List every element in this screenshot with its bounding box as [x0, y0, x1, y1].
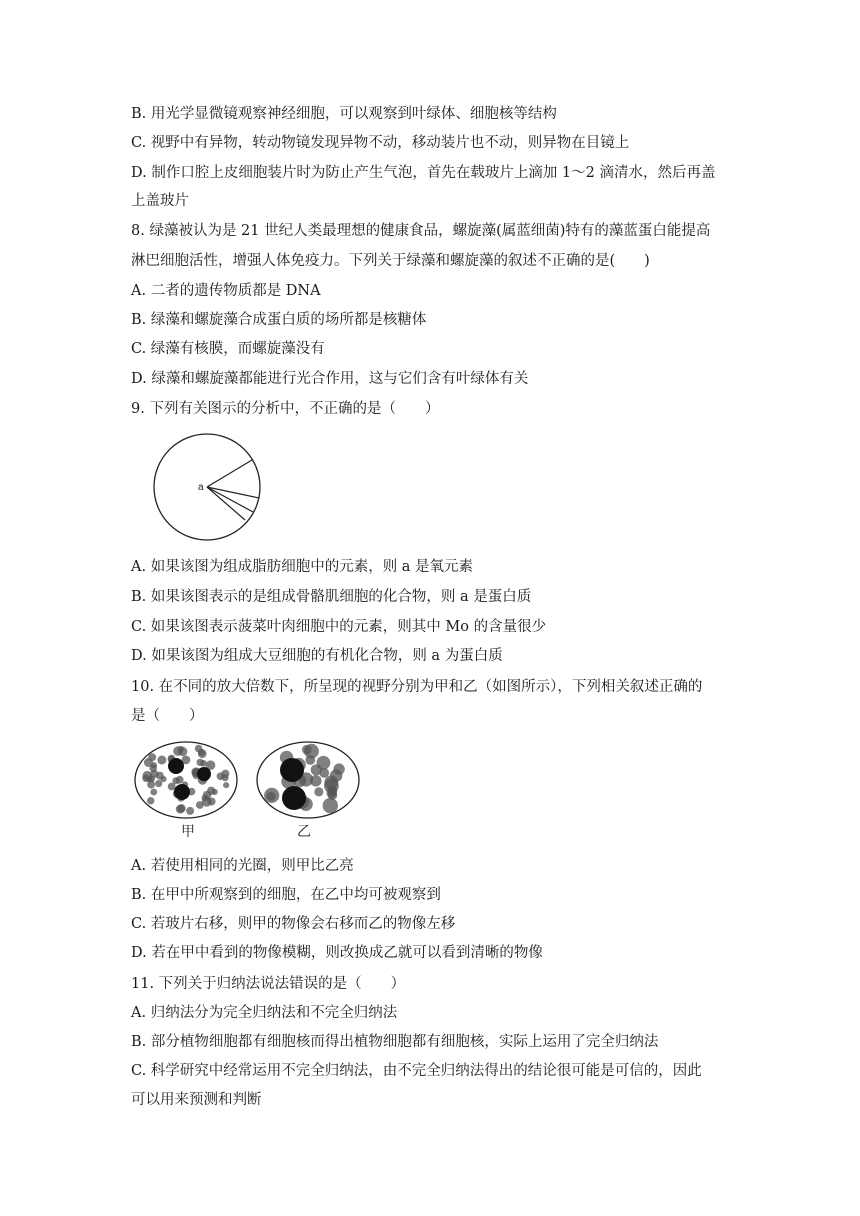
option-a: A. 二者的遗传物质都是 DNA: [131, 283, 321, 299]
pie-label: a: [198, 482, 204, 493]
text-line: 上盖玻片: [131, 193, 189, 209]
label-jia: 甲: [181, 823, 195, 839]
pie-diagram: [150, 432, 266, 544]
text-line: C. 视野中有异物，转动物镜发现异物不动，移动装片也不动，则异物在目镜上: [131, 135, 630, 151]
option-b: B. 绿藻和螺旋藻合成蛋白质的场所都是核糖体: [131, 312, 427, 328]
text-line: D. 制作口腔上皮细胞装片时为防止产生气泡，首先在载玻片上滴加 1～2 滴清水，然后再盖: [131, 165, 716, 181]
label-yi: 乙: [297, 823, 311, 839]
option-c: C. 绿藻有核膜，而螺旋藻没有: [131, 341, 325, 357]
text-line: B. 用光学显微镜观察神经细胞，可以观察到叶绿体、细胞核等结构: [131, 106, 557, 122]
option-d: D. 绿藻和螺旋藻都能进行光合作用，这与它们含有叶绿体有关: [131, 371, 529, 387]
option-b: B. 如果该图表示的是组成骨骼肌细胞的化合物，则 a 是蛋白质: [131, 589, 532, 605]
text-line: 淋巴细胞活性，增强人体免疫力。下列关于绿藻和螺旋藻的叙述不正确的是( ): [131, 253, 650, 269]
option-b: B. 在甲中所观察到的细胞，在乙中均可被观察到: [131, 887, 441, 903]
option-d: D. 如果该图为组成大豆细胞的有机化合物，则 a 为蛋白质: [131, 648, 503, 664]
field-jia: [135, 742, 237, 818]
option-a: A. 若使用相同的光圈，则甲比乙亮: [131, 858, 354, 874]
question-10: 10. 在不同的放大倍数下，所呈现的视野分别为甲和乙（如图所示），下列相关叙述正确的: [131, 679, 703, 695]
question-11: 11. 下列关于归纳法说法错误的是（ ）: [131, 976, 406, 992]
option-c: C. 科学研究中经常运用不完全归纳法，由不完全归纳法得出的结论很可能是可信的，因此: [131, 1063, 702, 1079]
option-d: D. 若在甲中看到的物像模糊，则改换成乙就可以看到清晰的物像: [131, 945, 543, 961]
option-b: B. 部分植物细胞都有细胞核而得出植物细胞都有细胞核，实际上运用了完全归纳法: [131, 1034, 659, 1050]
option-c: C. 若玻片右移，则甲的物像会右移而乙的物像左移: [131, 916, 456, 932]
question-8: 8. 绿藻被认为是 21 世纪人类最理想的健康食品，螺旋藻(属蓝细菌)特有的藻蓝蛋白能提高: [131, 223, 711, 239]
text-line: 可以用来预测和判断: [131, 1092, 262, 1108]
text-line: 是（ ）: [131, 708, 204, 724]
microscope-fields-figure: [133, 740, 368, 842]
option-c: C. 如果该图表示菠菜叶肉细胞中的元素，则其中 Mo 的含量很少: [131, 619, 547, 635]
field-yi: [257, 742, 359, 818]
question-9: 9. 下列有关图示的分析中，不正确的是（ ）: [131, 401, 440, 417]
option-a: A. 归纳法分为完全归纳法和不完全归纳法: [131, 1005, 398, 1021]
option-a: A. 如果该图为组成脂肪细胞中的元素，则 a 是氧元素: [131, 559, 474, 575]
